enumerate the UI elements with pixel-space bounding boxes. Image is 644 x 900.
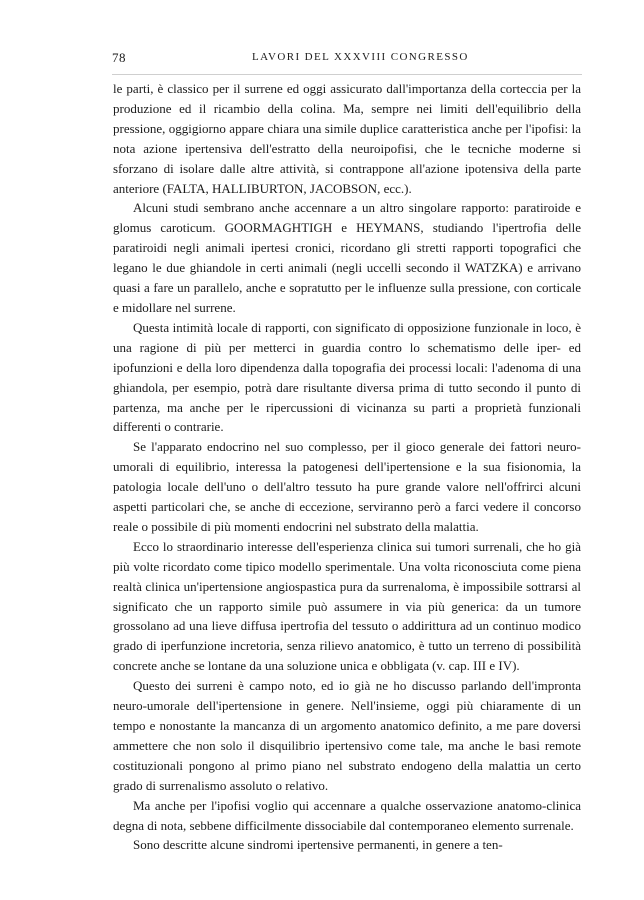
page-number: 78: [112, 50, 126, 65]
body-text: [113, 79, 581, 855]
running-title: LAVORI DEL XXXVIII CONGRESSO: [252, 51, 469, 63]
paragraph: Ecco lo straordinario interesse dell'esperienza clinica sui tumori surrenali, che ho già più volte ricordato come tipico modello sperimentale. Una volta riconosciuta come piena realtà clinica un'ipertensione angiospastica pura da surrenaloma, è impossibile sottrarsi al significato che un rapporto simile può assumere in via più generica: da un tumore grossolano ad una lieve diffusa ipertrofia del tessuto o addirittura ad un continuo modico grado di iperfunzione incretoria, senza rilievo anatomico, è tutto un terreno di possibilità concrete anche se lontane da una soluzione unica e obbligata (v. cap. III e IV).: [113, 538, 581, 674]
paragraph: Questo dei surreni è campo noto, ed io già ne ho discusso parlando dell'impronta neuro-umorale dell'ipertensione in genere. Nell'insieme, oggi più chiaramente di un tempo e nonostante la mancanza di un argomento anatomico definito, a me pare doversi ammettere che non solo il disquilibrio ipertensivo come tale, ma anche le basi remote costituzionali pongono al primo piano nel substrato endogeno della malattia un certo grado di surrenalismo assoluto o relativo.: [113, 678, 581, 793]
paragraph: Ma anche per l'ipofisi voglio qui accennare a qualche osservazione anatomo-clinica degna di nota, sebbene difficilmente dissociabile dal contemporaneo elemento surrenale.: [113, 797, 581, 833]
paragraph: Sono descritte alcune sindromi ipertensive permanenti, in genere a ten-: [133, 837, 503, 853]
paragraph: le parti, è classico per il surrene ed oggi assicurato dall'importanza della corteccia per la produzione ed il ricambio della colina. Ma, sempre nei limiti dell'equilibrio della pressione, oggigiorno appare chiara una simile duplice caratteristica anche per l'ipofisi: la nota azione ipertensiva dell'estratto della neuroipofisi, che le tecniche moderne si sforzano di isolare dalle altre attività, si contrappone all'azione ipotensiva della parte anteriore (FALTA, HALLIBURTON, JACOBSON, ecc.).: [113, 81, 581, 196]
paragraph: Se l'apparato endocrino nel suo complesso, per il gioco generale dei fattori neuro-umorali di equilibrio, interessa la patogenesi dell'ipertensione e la sua fisionomia, la patologia locale dell'uno o dell'altro tessuto ha pure grande valore nell'offrirci alcuni aspetti particolari che, se anche di eccezione, serviranno però a farci vedere il concorso reale o possibile di più momenti endocrini nel substrato della malattia.: [113, 439, 581, 534]
header-rule: [112, 74, 582, 75]
paragraph: Questa intimità locale di rapporti, con significato di opposizione funzionale in loco, è una ragione di più per metterci in guardia contro lo schematismo delle iper- ed ipofunzioni e della loro dipendenza dalla topografia dei processi locali: l'adenoma di una ghiandola, per esempio, potrà dare risultante diversa prima di tutto secondo il punto di partenza, ma anche per le ripercussioni di vicinanza su parti a proprietà funzionali differenti o contrarie.: [113, 319, 581, 435]
paragraph: Alcuni studi sembrano anche accennare a un altro singolare rapporto: paratiroide e glomus caroticum. GOORMAGHTIGH e HEYMANS, studiando l'ipertrofia delle paratiroidi negli animali ipertesi cronici, ricordano gli stretti rapporti topografici che legano le due ghiandole in certi animali (negli uccelli secondo il WATZKA) e arrivano quasi a fare un parallelo, anche e sopratutto per le influenze sulla pressione, con corticale e midollare nel surrene.: [113, 200, 581, 315]
running-head: [112, 50, 582, 72]
